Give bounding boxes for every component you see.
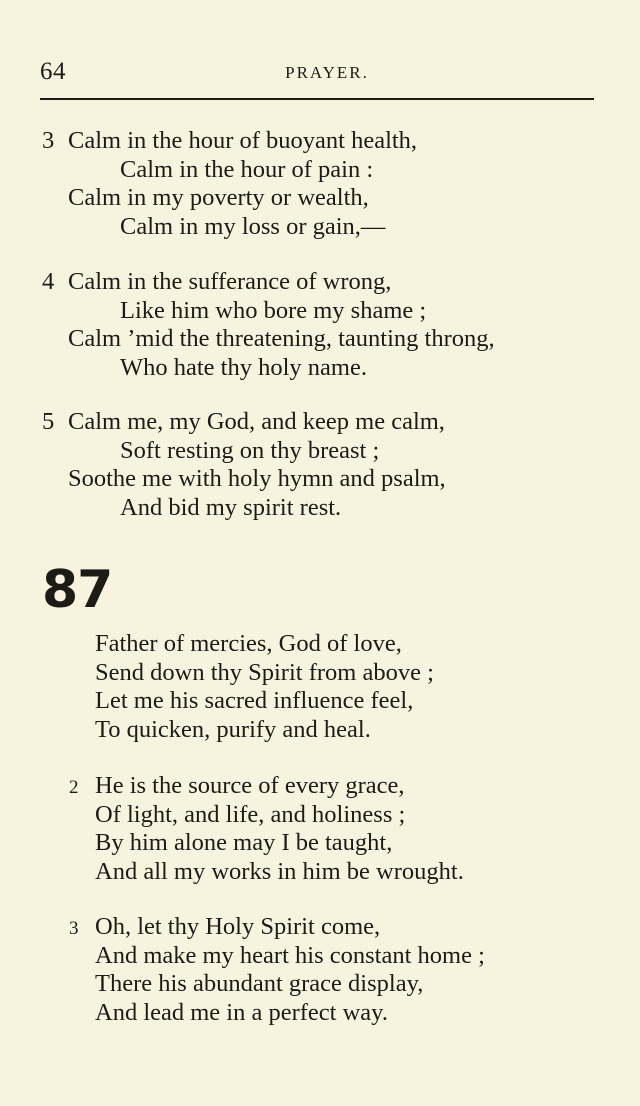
stanza-number: 3 — [42, 127, 55, 154]
hymn-number: 87 — [42, 560, 113, 620]
header-rule — [40, 98, 594, 100]
verse-line: Calm in the hour of buoyant health, — [68, 127, 418, 154]
verse-line: Send down thy Spirit from above ; — [95, 658, 434, 686]
verse-line: Calm in my loss or gain,— — [120, 212, 386, 240]
verse-line: Calm ’mid the threatening, taunting throng, — [68, 325, 495, 352]
page-header — [40, 58, 594, 88]
verse-line: And lead me in a perfect way. — [95, 998, 388, 1026]
verse-line: And all my works in him be wrought. — [95, 857, 464, 885]
stanza-5 — [42, 408, 446, 522]
verse-line: And bid my spirit rest. — [120, 493, 342, 521]
verse-line: Calm me, my God, and keep me calm, — [68, 408, 445, 435]
verse-line: Calm in my poverty or wealth, — [68, 184, 369, 211]
verse-line: Father of mercies, God of love, — [95, 630, 402, 657]
verse-line: There his abundant grace display, — [95, 970, 424, 997]
verse-line: Soft resting on thy breast ; — [120, 436, 380, 464]
verse-line: Like him who bore my shame ; — [120, 296, 427, 324]
page-number: 64 — [40, 58, 66, 85]
verse-line: Calm in the hour of pain : — [120, 155, 374, 183]
stanza-4 — [42, 268, 495, 382]
stanza-number: 2 — [69, 777, 79, 798]
verse-line: Who hate thy holy name. — [120, 353, 367, 381]
verse-line: To quicken, purify and heal. — [95, 715, 371, 743]
stanza-number: 5 — [42, 408, 55, 435]
verse-line: He is the source of every grace, — [95, 772, 405, 799]
stanza-3 — [69, 913, 485, 1027]
verse-line: Calm in the sufferance of wrong, — [68, 268, 392, 295]
verse-line: And make my heart his constant home ; — [95, 941, 485, 969]
stanza-2 — [69, 772, 464, 886]
verse-line: By him alone may I be taught, — [95, 829, 393, 856]
verse-line: Soothe me with holy hymn and psalm, — [68, 465, 446, 492]
verse-line: Let me his sacred influence feel, — [95, 687, 414, 714]
stanza-number: 4 — [42, 268, 55, 295]
running-head: PRAYER. — [285, 63, 369, 82]
stanza-1 — [95, 630, 434, 744]
stanza-number: 3 — [69, 918, 79, 939]
stanza-3 — [42, 127, 418, 241]
verse-line: Oh, let thy Holy Spirit come, — [95, 913, 381, 940]
verse-line: Of light, and life, and holiness ; — [95, 800, 406, 828]
